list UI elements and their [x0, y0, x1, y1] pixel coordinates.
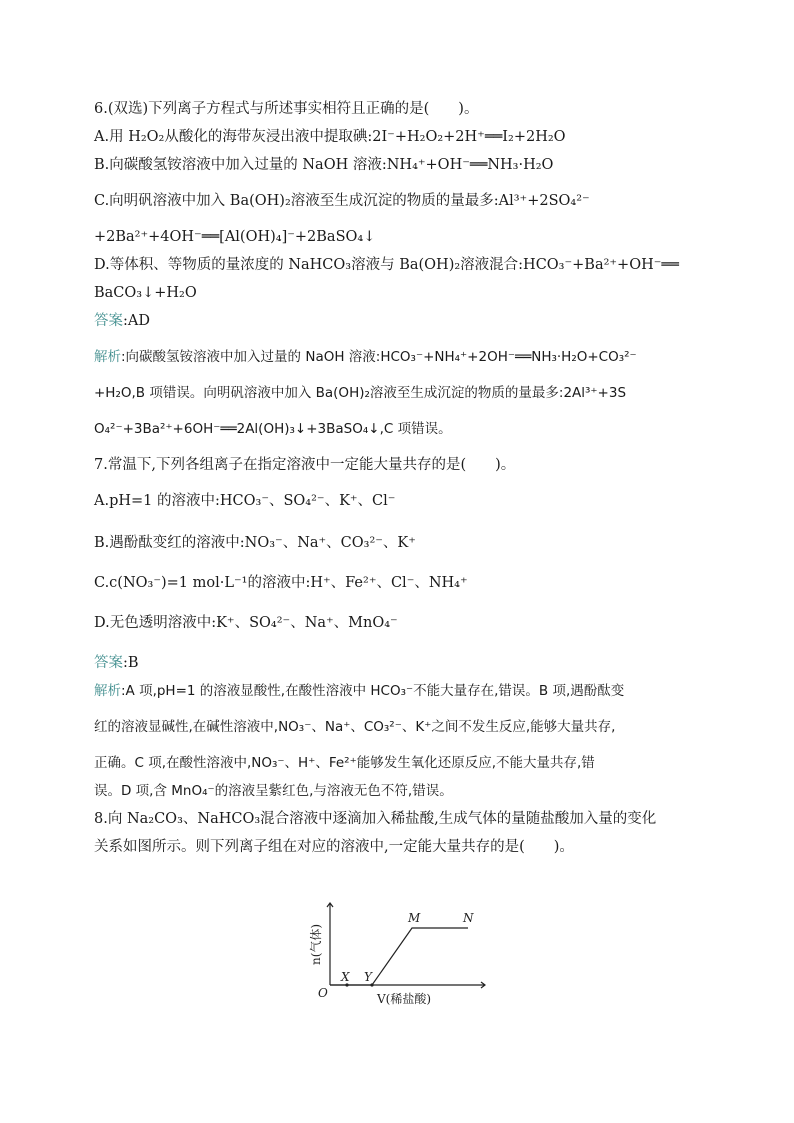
q6-option-c-line2: +2Ba²⁺+4OH⁻══[Al(OH)₄]⁻+2BaSO₄↓ — [94, 229, 376, 245]
explain-label: 解析 — [94, 349, 121, 365]
y-axis-label: n(气体) — [309, 923, 323, 965]
gas-volume-figure — [300, 895, 500, 1014]
explain-text: :A 项,pH=1 的溶液显酸性,在酸性溶液中 HCO₃⁻不能大量存在,错误。B 项,遇酚酞变 — [121, 683, 625, 699]
answer-value: :AD — [123, 313, 150, 329]
q7-option-c: C.c(NO₃⁻)=1 mol·L⁻¹的溶液中:H⁺、Fe²⁺、Cl⁻、NH₄⁺ — [94, 575, 468, 591]
q6-option-a: A.用 H₂O₂从酸化的海带灰浸出液中提取碘:2I⁻+H₂O₂+2H⁺══I₂+2H₂O — [94, 129, 566, 145]
answer-value: :B — [123, 655, 139, 671]
q6-option-c-line1: C.向明矾溶液中加入 Ba(OH)₂溶液至生成沉淀的物质的量最多:Al³⁺+2SO₄²⁻ — [94, 193, 590, 209]
document-page — [94, 98, 704, 858]
origin-label: O — [318, 986, 328, 1000]
q6-explain-line3: O₄²⁻+3Ba²⁺+6OH⁻══2Al(OH)₃↓+3BaSO₄↓,C 项错误。 — [94, 421, 452, 437]
q7-explain-line3: 正确。C 项,在酸性溶液中,NO₃⁻、H⁺、Fe²⁺能够发生氧化还原反应,不能大量共存,错 — [94, 755, 595, 771]
q6-explain-line2: +H₂O,B 项错误。向明矾溶液中加入 Ba(OH)₂溶液至生成沉淀的物质的量最多:2Al³⁺+3S — [94, 385, 627, 401]
point-n-label: N — [463, 911, 474, 925]
explain-label: 解析 — [94, 683, 121, 699]
q7-explain-line2: 红的溶液显碱性,在碱性溶液中,NO₃⁻、Na⁺、CO₃²⁻、K⁺之间不发生反应,能够大量共存, — [94, 719, 616, 735]
q7-answer — [94, 652, 704, 674]
q6-stem: 6.(双选)下列离子方程式与所述事实相符且正确的是( )。 — [94, 101, 479, 117]
q7-option-a: A.pH=1 的溶液中:HCO₃⁻、SO₄²⁻、K⁺、Cl⁻ — [94, 493, 396, 509]
q8-stem-line1: 8.向 Na₂CO₃、NaHCO₃混合溶液中逐滴加入稀盐酸,生成气体的量随盐酸加入量的变化 — [94, 811, 657, 827]
q6-explain-line1 — [94, 346, 704, 368]
point-x-label: X — [341, 970, 350, 984]
answer-label: 答案 — [94, 655, 123, 671]
explain-text: :向碳酸氢铵溶液中加入过量的 NaOH 溶液:HCO₃⁻+NH₄⁺+2OH⁻══NH₃·H₂O+CO₃²⁻ — [121, 349, 637, 365]
figure-svg — [300, 895, 500, 1010]
x-axis-label: V(稀盐酸) — [377, 992, 432, 1006]
q7-explain-line1 — [94, 680, 704, 702]
answer-label: 答案 — [94, 313, 123, 329]
q6-option-d-line2: BaCO₃↓+H₂O — [94, 285, 197, 301]
q8-stem-line2: 关系如图所示。则下列离子组在对应的溶液中,一定能大量共存的是( )。 — [94, 839, 574, 855]
q7-option-d: D.无色透明溶液中:K⁺、SO₄²⁻、Na⁺、MnO₄⁻ — [94, 615, 398, 631]
q6-answer — [94, 310, 704, 332]
point-m-label: M — [408, 911, 421, 925]
gas-curve — [330, 928, 468, 985]
point-y-label: Y — [364, 970, 372, 984]
q7-stem: 7.常温下,下列各组离子在指定溶液中一定能大量共存的是( )。 — [94, 457, 516, 473]
q6-option-d-line1: D.等体积、等物质的量浓度的 NaHCO₃溶液与 Ba(OH)₂溶液混合:HCO₃⁻+Ba²⁺+OH⁻══ — [94, 257, 679, 273]
q7-explain-line4: 误。D 项,含 MnO₄⁻的溶液呈紫红色,与溶液无色不符,错误。 — [94, 783, 453, 799]
q6-option-b: B.向碳酸氢铵溶液中加入过量的 NaOH 溶液:NH₄⁺+OH⁻══NH₃·H₂O — [94, 157, 554, 173]
q7-option-b: B.遇酚酞变红的溶液中:NO₃⁻、Na⁺、CO₃²⁻、K⁺ — [94, 535, 416, 551]
